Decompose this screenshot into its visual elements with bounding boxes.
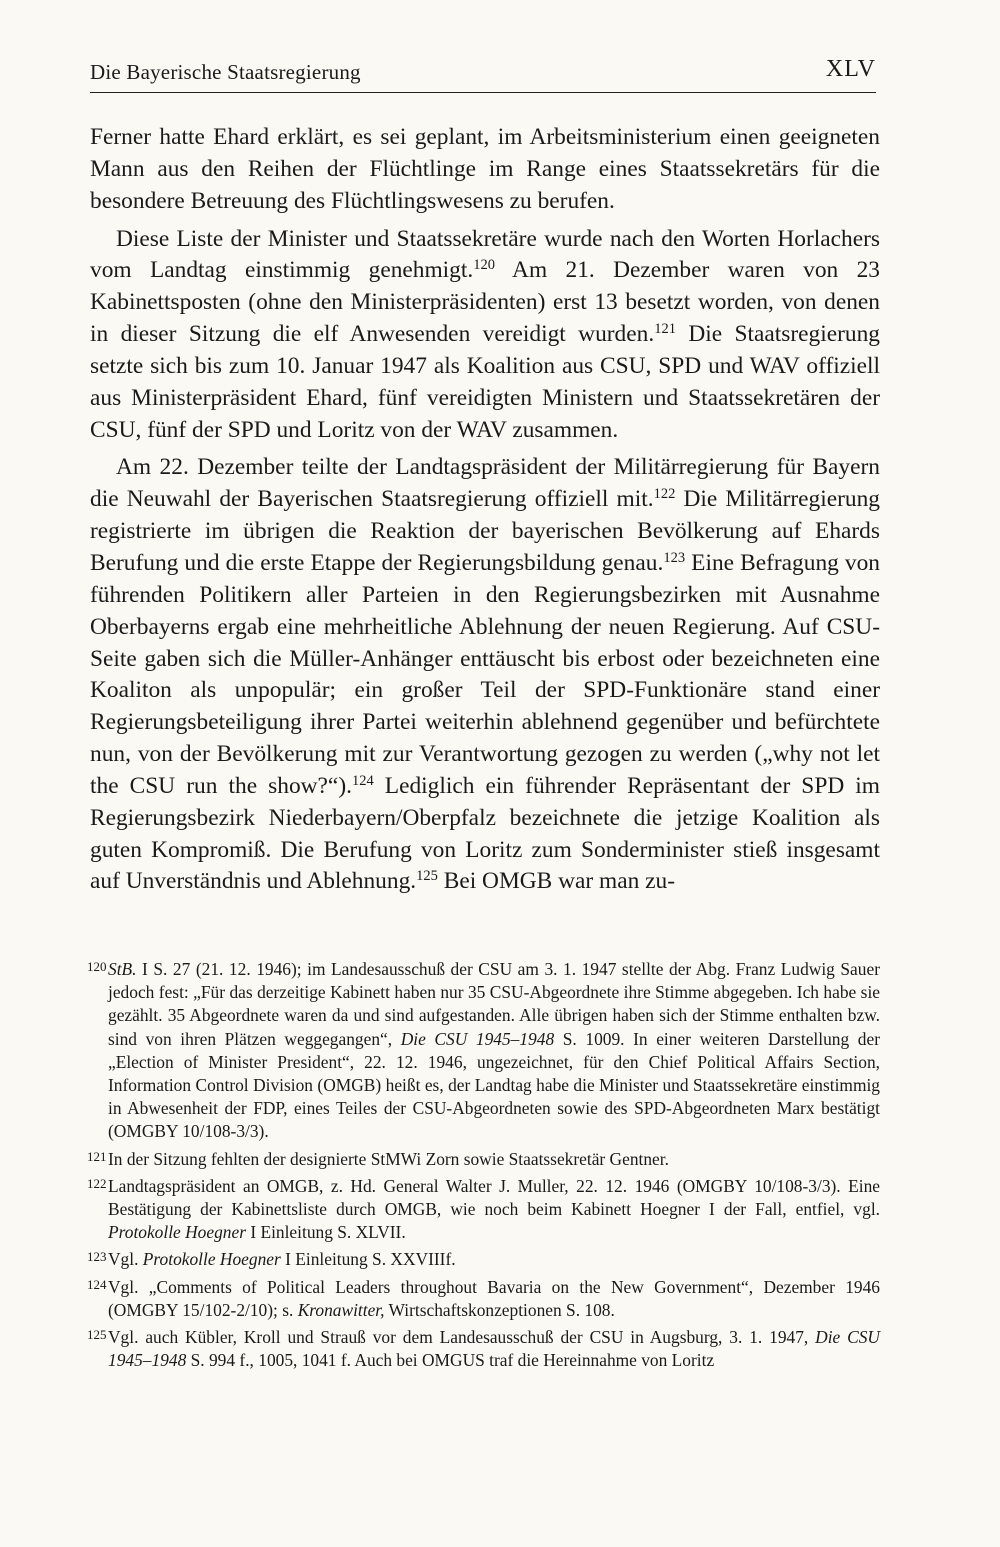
footnote-120-title: Die CSU 1945–1948 [400,1028,555,1049]
footnote-121-text: In der Sitzung fehlten der designierte StMWi Zorn sowie Staatssekretär Gentner. [108,1148,669,1169]
paragraph-1 [90,122,880,218]
footnote-123 [87,1248,880,1271]
paragraph-3-text-e: Bei OMGB war man zu- [437,868,675,895]
page-number: XLV [825,56,876,82]
footnote-number: 121 [87,1148,107,1164]
paragraph-2-text-a: Diese Liste der Minister und Staatssekretäre wurde nach den Worten Horlachers vom Landtag einstimmig genehmigt. [90,225,880,284]
paragraph-2 [90,224,880,447]
footnote-ref-124[interactable]: 124 [351,772,374,789]
footnote-120 [87,958,880,1144]
footnote-number: 125 [87,1327,107,1343]
footnote-124 [87,1276,880,1322]
footnote-122 [87,1175,880,1245]
footnote-122-text-b: I Einleitung S. XLVII. [245,1222,406,1243]
footnote-124-text-b: Wirtschaftskonzeptionen S. 108. [384,1299,615,1320]
footnote-121 [87,1148,880,1171]
running-head [90,54,876,93]
paragraph-2-text-c: Die Staatsregierung setzte sich bis zum 10. Januar 1947 als Koalition aus CSU, SPD und WAV offiziell aus Ministerpräsident Ehard, fünf vereidigten Ministern und Staatssekretären der CSU, fünf der SPD und Loritz von der WAV zusammen. [90,321,880,443]
footnote-120-text-a: I S. 27 (21. 12. 1946); im Landesausschuß der CSU am 3. 1. 1947 stellte der Abg. Franz Ludwig Sauer jedoch fest: „Für das derzeitige Kabinett haben nur 35 CSU-Abgeordnete ihre Stimme abgegeben. Ich habe sie gezählt. 35 Abgeordnete waren da und sind aufgestanden. Alle übrigen haben sich der Stimme enthalten bzw. sind von ihren Plätzen weggegangen“, [108,959,880,1049]
footnote-120-text-b: S. 1009. In einer weiteren Darstellung der „Election of Minister President“, 22. 12. 1946, ungezeichnet, für den Chief Political Affairs Section, Information Control Division (OMGB) heißt es, der Landtag habe die Minister und Staatssekretäre einstimmig in Abwesenheit der FDP, eines Teiles der CSU-Abgeordneten sowie des SPD-Abgeordneten Marx bestätigt (OMGBY 10/108-3/3). [108,1028,880,1142]
footnote-number: 123 [87,1249,107,1265]
footnote-123-text-b: I Einleitung S. XXVIIIf. [280,1249,456,1270]
footnote-124-text-a: Vgl. „Comments of Political Leaders throughout Bavaria on the New Government“, Dezember 1946 (OMGBY 15/102-2/10); s. [108,1276,880,1320]
footnote-number: 120 [87,959,107,974]
footnote-125-text-b: S. 994 f., 1005, 1041 f. Auch bei OMGUS traf die Hereinnahme von Loritz [186,1350,715,1371]
paragraph-3-text-b: Die Militärregierung registrierte im übrigen die Reaktion der bayerischen Bevölkerung auf Ehards Berufung und die erste Etappe der Regierungsbildung genau. [90,486,880,576]
footnote-122-text-a: Landtagspräsident an OMGB, z. Hd. General Walter J. Muller, 22. 12. 1946 (OMGBY 10/108-3/3). Eine Bestätigung der Kabinettsliste durch OMGB, wie noch beim Kabinett Hoegner I der Fall, entfiel, vgl. [108,1175,880,1220]
footnote-ref-123[interactable]: 123 [663,550,686,566]
footnote-123-title: Protokolle Hoegner [142,1249,281,1270]
footnote-ref-125[interactable]: 125 [416,868,438,885]
running-head-title: Die Bayerische Staatsregierung [90,60,361,84]
footnote-120-source: StB. [108,959,137,979]
footnote-123-text-a: Vgl. [108,1249,143,1270]
paragraph-1-text: Ferner hatte Ehard erklärt, es sei geplant, im Arbeitsministerium einen geeigneten Mann aus den Reihen der Flüchtlinge im Range eines Staatssekretärs für die besondere Betreuung des Flüchtlingswesens zu berufen. [90,124,880,214]
footnote-ref-122[interactable]: 122 [653,486,676,503]
footnote-124-author: Kronawitter, [297,1299,385,1320]
footnote-ref-120[interactable]: 120 [473,257,495,274]
footnote-ref-121[interactable]: 121 [654,321,676,338]
paragraph-2-text-b: Am 21. Dezember waren von 23 Kabinettsposten (ohne den Ministerpräsidenten) erst 13 besetzt worden, von denen in dieser Sitzung die elf Anwesenden vereidigt wurden. [90,257,881,348]
main-text [90,122,880,898]
paragraph-3-text-a: Am 22. Dezember teilte der Landtagspräsident der Militärregierung für Bayern die Neuwahl der Bayerischen Staatsregierung offiziell mit. [90,454,880,513]
footnote-125 [87,1326,880,1372]
footnote-number: 124 [87,1276,107,1292]
paragraph-3 [90,452,880,898]
paragraph-3-text-c: Eine Befragung von führenden Politikern aller Parteien in den Regierungsbezirken mit Ausnahme Oberbayerns ergab eine mehrheitliche Ablehnung der neuen Regierung. Auf CSU-Seite gaben sich die Müller-Anhänger enttäuscht bis erbost oder bezeichneten eine Koaliton als unpopulär; ein großer Teil der SPD-Funktionäre stand einer Regierungsbeteiligung ihrer Partei weiterhin ablehnend gegenüber und befürchtete nun, von der Bevölkerung mit zur Verantwortung gezogen zu werden („why not let the CSU run the show?“). [90,549,881,799]
footnotes-section [87,958,880,1376]
paragraph-3-text-d: Lediglich ein führender Repräsentant der SPD im Regierungsbezirk Niederbayern/Oberpfalz bezeichnete die jetzige Koalition als guten Kompromiß. Die Berufung von Loritz zum Sonderminister stieß insgesamt auf Unverständnis und Ablehnung. [90,772,880,895]
footnote-122-title: Protokolle Hoegner [108,1222,246,1243]
footnote-number: 122 [87,1175,107,1191]
footnote-125-text-a: Vgl. auch Kübler, Kroll und Strauß vor dem Landesausschuß der CSU in Augsburg, 3. 1. 1947, [108,1327,816,1348]
footnote-125-title: Die CSU 1945–1948 [108,1327,880,1371]
